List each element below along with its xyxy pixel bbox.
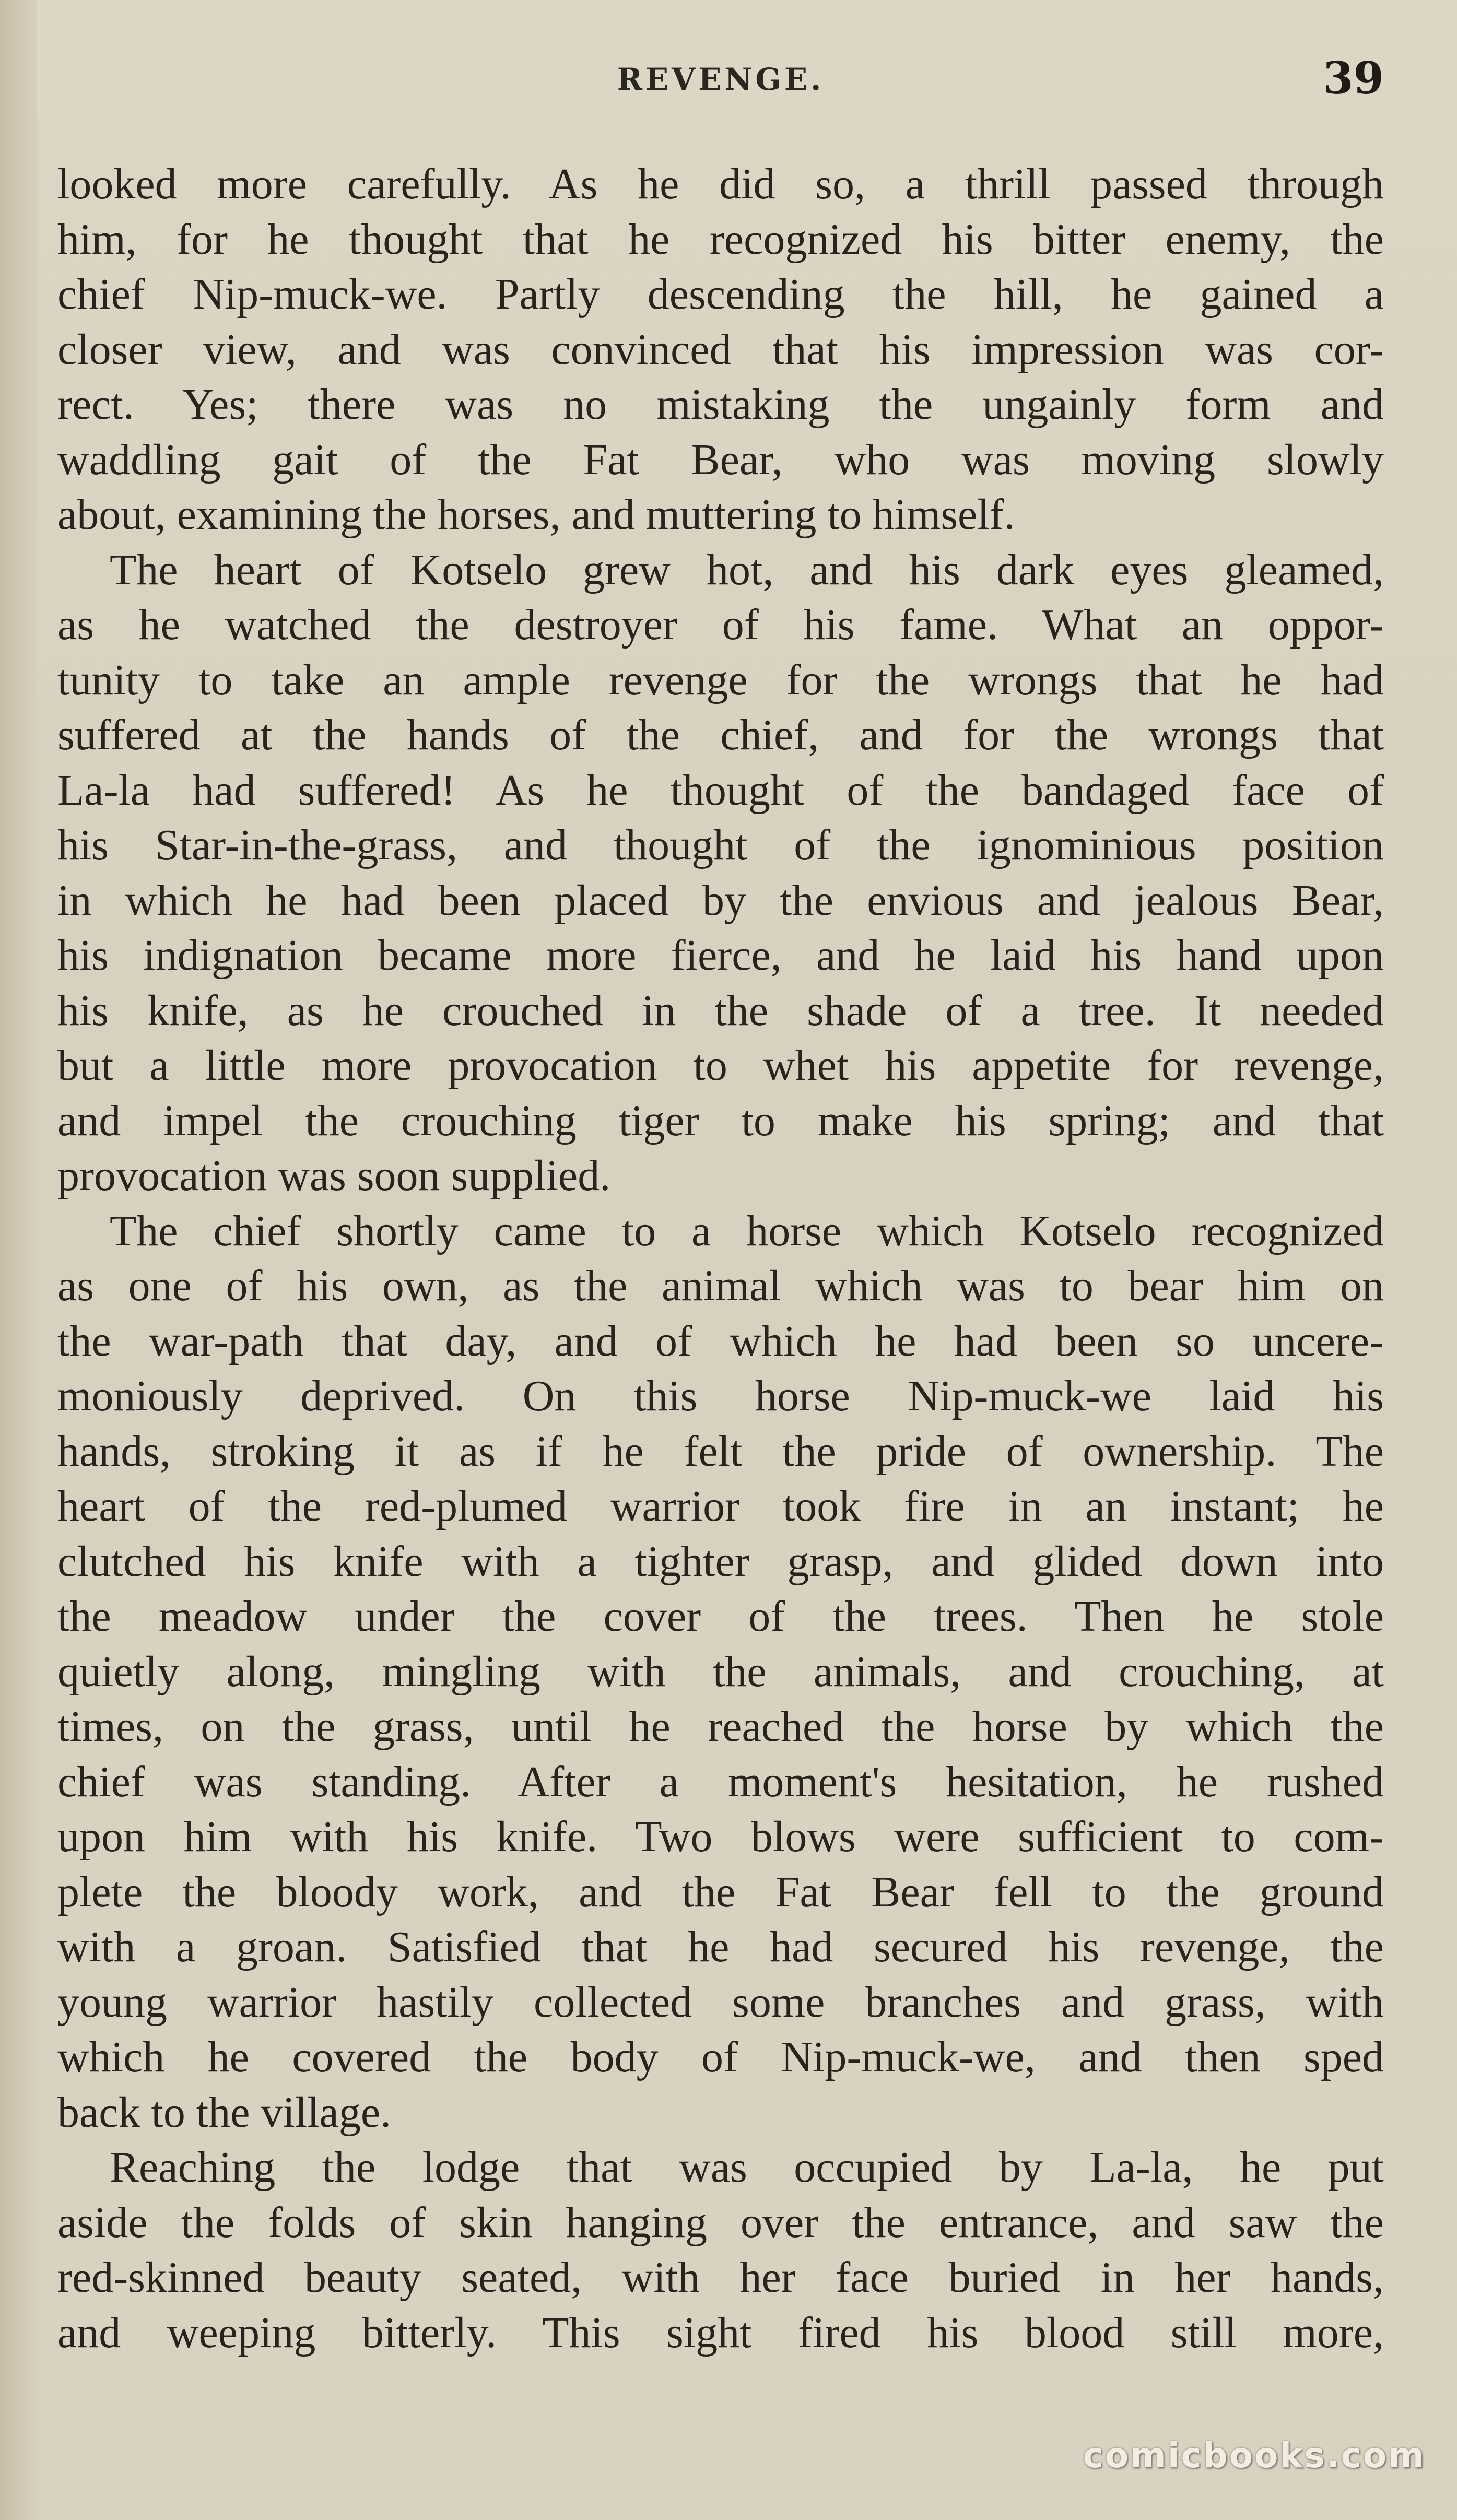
text-line: The heart of Kotselo grew hot, and his dark eyes gleamed,: [110, 545, 1384, 594]
text-line: quietly along, mingling with the animals, and crouching, at: [57, 1647, 1384, 1696]
text-line: as he watched the destroyer of his fame. What an oppor-: [57, 600, 1384, 649]
text-line: moniously deprived. On this horse Nip-muck-we laid his: [57, 1372, 1384, 1420]
text-line: chief Nip-muck-we. Partly descending the hill, he gained a: [57, 270, 1384, 319]
text-line: and impel the crouching tiger to make his spring; and that: [57, 1096, 1384, 1145]
running-title: REVENGE.: [617, 62, 825, 97]
text-line: tunity to take an ample revenge for the wrongs that he had: [57, 655, 1384, 704]
text-line: red-skinned beauty seated, with her face buried in her hands,: [57, 2253, 1384, 2302]
text-line: aside the folds of skin hanging over the entrance, and saw the: [57, 2198, 1384, 2247]
text-line: his knife, as he crouched in the shade of a tree. It needed: [57, 986, 1384, 1035]
text-line: heart of the red-plumed warrior took fire in an instant; he: [57, 1482, 1384, 1530]
text-line: rect. Yes; there was no mistaking the ungainly form and: [57, 380, 1384, 429]
text-line: upon him with his knife. Two blows were sufficient to com-: [57, 1812, 1384, 1861]
text-line: young warrior hastily collected some branches and grass, with: [57, 1977, 1384, 2027]
text-line: clutched his knife with a tighter grasp, and glided down into: [57, 1537, 1384, 1586]
text-line: closer view, and was convinced that his impression was cor-: [57, 325, 1384, 374]
text-line: his indignation became more fierce, and he laid his hand upon: [57, 931, 1384, 980]
text-line: looked more carefully. As he did so, a thrill passed through: [57, 160, 1384, 208]
text-line: provocation was soon supplied.: [57, 1151, 611, 1200]
page-gutter-edge: [0, 0, 37, 2520]
text-line: La-la had suffered! As he thought of the bandaged face of: [57, 766, 1384, 815]
text-line: suffered at the hands of the chief, and for the wrongs that: [57, 711, 1384, 759]
text-line: waddling gait of the Fat Bear, who was moving slowly: [57, 435, 1384, 484]
text-line: times, on the grass, until he reached the horse by which the: [57, 1702, 1384, 1751]
text-line: The chief shortly came to a horse which Kotselo recognized: [110, 1206, 1384, 1255]
page-number: 39: [1323, 52, 1384, 104]
text-line: the meadow under the cover of the trees. Then he stole: [57, 1592, 1384, 1641]
text-line: chief was standing. After a moment's hesitation, he rushed: [57, 1757, 1384, 1806]
text-line: the war-path that day, and of which he had been so uncere-: [57, 1316, 1384, 1365]
text-line: him, for he thought that he recognized his bitter enemy, the: [57, 215, 1384, 264]
text-line: in which he had been placed by the envious and jealous Bear,: [57, 876, 1384, 925]
text-line: hands, stroking it as if he felt the pride of ownership. The: [57, 1427, 1384, 1476]
text-line: but a little more provocation to whet his appetite for revenge,: [57, 1041, 1384, 1090]
text-line: Reaching the lodge that was occupied by La-la, he put: [110, 2143, 1384, 2192]
text-line: back to the village.: [57, 2088, 392, 2137]
text-line: his Star-in-the-grass, and thought of the ignominious position: [57, 821, 1384, 869]
text-line: which he covered the body of Nip-muck-we, and then sped: [57, 2033, 1384, 2081]
text-line: and weeping bitterly. This sight fired his blood still more,: [57, 2308, 1384, 2357]
text-line: as one of his own, as the animal which was to bear him on: [57, 1262, 1384, 1310]
site-watermark: comicbooks.com: [1083, 2435, 1426, 2476]
text-line: plete the bloody work, and the Fat Bear fell to the ground: [57, 1867, 1384, 1916]
page-header: [57, 52, 1384, 115]
text-line: about, examining the horses, and muttering to himself.: [57, 490, 1015, 539]
body-text: [57, 157, 1384, 2360]
text-line: with a groan. Satisfied that he had secured his revenge, the: [57, 1923, 1384, 1971]
